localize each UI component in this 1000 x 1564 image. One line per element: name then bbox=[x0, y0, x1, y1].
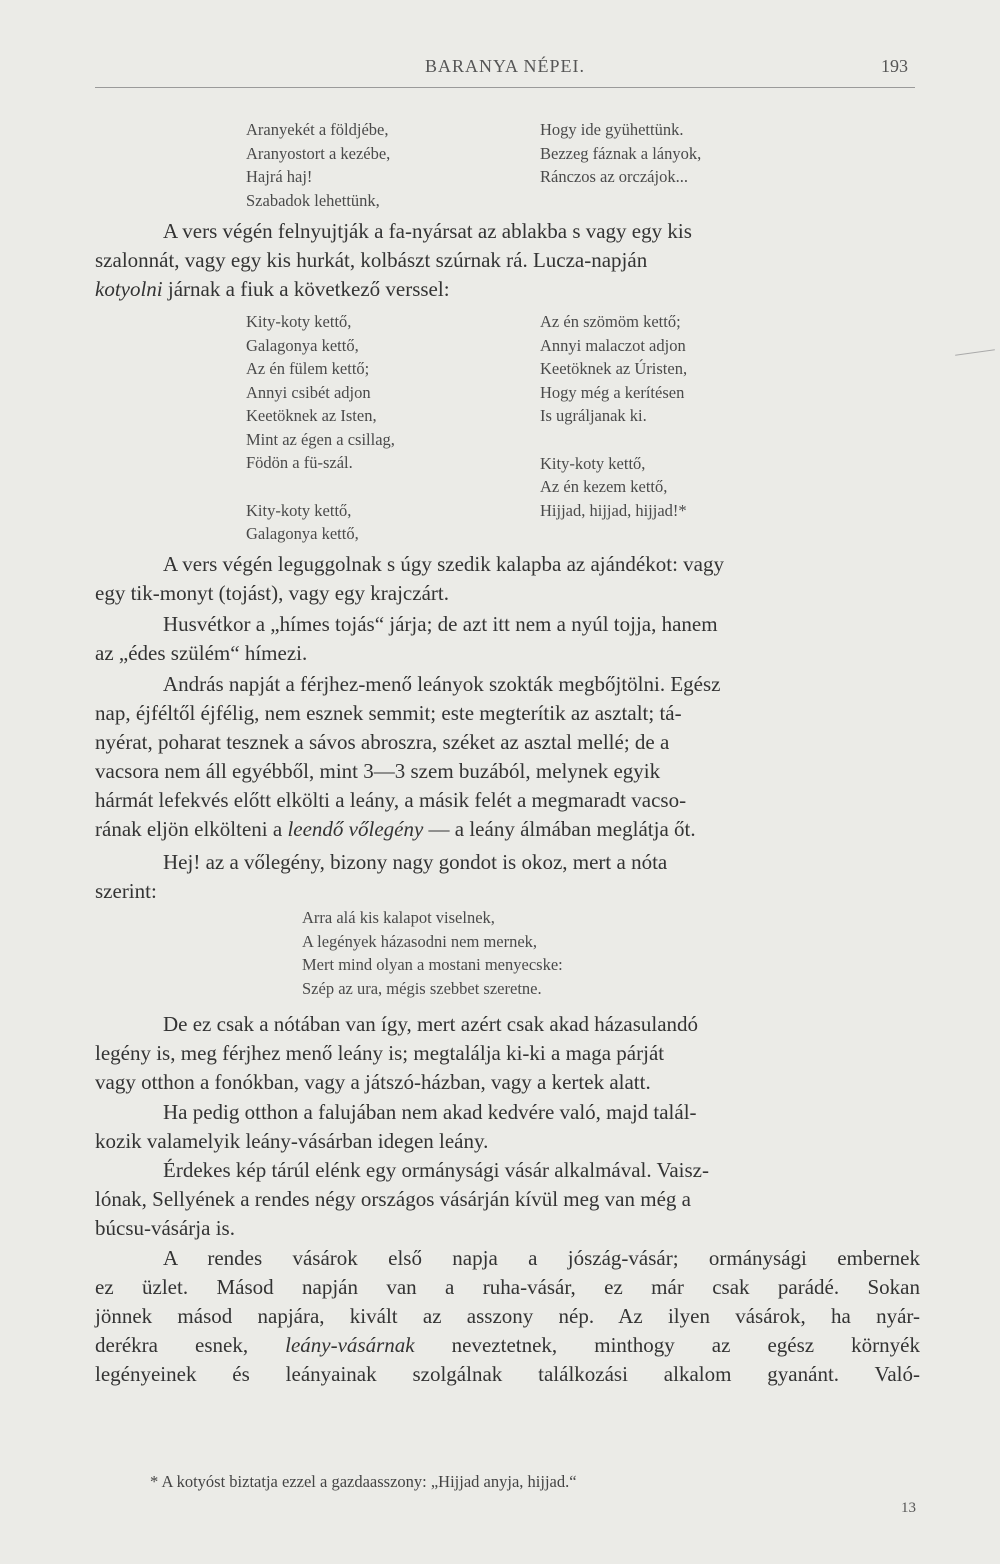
text-line: nyérat, poharat tesznek a sávos abroszra, széket az asztal mellé; de a bbox=[95, 730, 670, 754]
poem3 bbox=[302, 906, 563, 1000]
poem-line: Hogy még a kerítésen bbox=[540, 382, 685, 402]
text-line: A rendes vásárok első napja a jószág-vásár; ormánysági embernek bbox=[163, 1246, 920, 1270]
page-number: 193 bbox=[881, 56, 908, 76]
paragraph-4 bbox=[95, 670, 920, 844]
italic-word: kotyolni bbox=[95, 277, 163, 301]
poem-line: Keetöknek az Isten, bbox=[246, 406, 377, 425]
text-line: jönnek másod napjára, kivált az asszony nép. Az ilyen vásárok, ha nyár- bbox=[95, 1304, 920, 1328]
poem2-left-column bbox=[246, 310, 395, 546]
text-line: búcsu-vásárja is. bbox=[95, 1216, 235, 1240]
text-line: De ez csak a nótában van így, mert azért csak akad házasulandó bbox=[163, 1012, 699, 1036]
poem1-right-column bbox=[540, 118, 701, 189]
poem-line: Mint az égen a csillag, bbox=[246, 429, 395, 449]
poem-line: Hajrá haj! bbox=[246, 167, 313, 186]
paragraph-8 bbox=[95, 1156, 920, 1243]
text-fragment: — a leány álmában meglátja őt. bbox=[423, 817, 696, 841]
text-line bbox=[95, 275, 920, 304]
paragraph-5 bbox=[95, 848, 920, 906]
text-line: Érdekes kép tárúl elénk egy ormánysági vásár alkalmával. Vaisz- bbox=[163, 1158, 709, 1182]
margin-mark bbox=[955, 349, 995, 356]
poem-line: Szép az ura, mégis szebbet szeretne. bbox=[302, 978, 542, 998]
text-fragment: járnak a fiuk a következő verssel: bbox=[162, 277, 450, 301]
paragraph-3 bbox=[95, 610, 920, 668]
poem-line: Hogy ide gyühettünk. bbox=[540, 120, 684, 139]
poem-line: Ránczos az orczájok... bbox=[540, 167, 688, 186]
poem-line: Az én fülem kettő; bbox=[246, 359, 370, 378]
text-fragment: neveztetnek, minthogy az egész környék bbox=[414, 1333, 920, 1357]
poem-line: Kity-koty kettő, bbox=[540, 453, 646, 473]
text-line: legényeinek és leányainak szolgálnak találkozási alkalom gyanánt. Való- bbox=[95, 1362, 920, 1386]
text-line: Hej! az a vőlegény, bizony nagy gondot is okoz, mert a nóta bbox=[163, 850, 668, 874]
poem-line: Is ugráljanak ki. bbox=[540, 406, 647, 425]
text-fragment: derékra esnek, bbox=[95, 1333, 286, 1357]
poem-line: Keetöknek az Úristen, bbox=[540, 359, 688, 378]
poem-line: Annyi malaczot adjon bbox=[540, 335, 686, 355]
poem-line: Bezzeg fáznak a lányok, bbox=[540, 143, 702, 163]
text-line bbox=[95, 815, 920, 844]
text-line: szalonnát, vagy egy kis hurkát, kolbászt szúrnak rá. Lucza-napján bbox=[95, 248, 648, 272]
printer-signature: 13 bbox=[901, 1500, 916, 1516]
text-line: vagy otthon a fonókban, vagy a játszó-házban, vagy a kertek alatt. bbox=[95, 1070, 651, 1094]
text-line: ez üzlet. Másod napján van a ruha-vásár, ez már csak parádé. Sokan bbox=[95, 1275, 920, 1299]
text-line: egy tik-monyt (tojást), vagy egy krajczárt. bbox=[95, 581, 449, 605]
poem-line: Az én szömöm kettő; bbox=[540, 312, 681, 331]
paragraph-9 bbox=[95, 1244, 920, 1389]
poem-line: Arra alá kis kalapot viselnek, bbox=[302, 908, 495, 927]
text-line: A vers végén leguggolnak s úgy szedik kalapba az ajándékot: vagy bbox=[163, 552, 724, 576]
poem-line: Mert mind olyan a mostani menyecske: bbox=[302, 955, 563, 974]
text-line: szerint: bbox=[95, 879, 157, 903]
paragraph-1 bbox=[95, 217, 920, 304]
text-line: lónak, Sellyének a rendes négy országos vásárján kívül meg van még a bbox=[95, 1187, 691, 1211]
poem2-right-column bbox=[540, 310, 687, 522]
poem-line: Aranyostort a kezébe, bbox=[246, 143, 391, 163]
poem-line: Hijjad, hijjad, hijjad!* bbox=[540, 500, 687, 520]
text-line bbox=[95, 1331, 920, 1360]
text-line: Husvétkor a „hímes tojás“ járja; de azt itt nem a nyúl tojja, hanem bbox=[163, 612, 718, 636]
poem1-left-column bbox=[246, 118, 390, 212]
poem-line: Galagonya kettő, bbox=[246, 524, 359, 543]
text-line: nap, éjféltől éjfélig, nem esznek semmit; este megterítik az asztalt; tá- bbox=[95, 701, 682, 725]
running-head: BARANYA NÉPEI. bbox=[424, 56, 585, 76]
italic-phrase: leendő vőlegény bbox=[287, 817, 424, 841]
text-line: az „édes szülém“ hímezi. bbox=[95, 641, 308, 665]
text-line: Ha pedig otthon a falujában nem akad kedvére való, majd talál- bbox=[163, 1100, 697, 1124]
poem-line: Födön a fü-szál. bbox=[246, 453, 353, 472]
header-rule bbox=[95, 87, 915, 88]
text-fragment: rának eljön elkölteni a bbox=[95, 817, 288, 841]
italic-phrase: leány-vásárnak bbox=[285, 1333, 415, 1357]
page-header bbox=[90, 56, 920, 86]
text-line: A vers végén felnyujtják a fa-nyársat az ablakba s vagy egy kis bbox=[163, 219, 692, 243]
poem-line: Az én kezem kettő, bbox=[540, 477, 668, 496]
poem-line: Kity-koty kettő, bbox=[246, 312, 352, 331]
paragraph-6 bbox=[95, 1010, 920, 1097]
text-line: hármát lefekvés előtt elkölti a leány, a másik felét a megmaradt vacso- bbox=[95, 788, 687, 812]
text-line: kozik valamelyik leány-vásárban idegen leány. bbox=[95, 1129, 489, 1153]
text-line: vacsora nem áll egyébből, mint 3—3 szem buzából, melynek egyik bbox=[95, 759, 661, 783]
poem-line: Szabadok lehettünk, bbox=[246, 190, 380, 210]
text-line: András napját a férjhez-menő leányok szokták megbőjtölni. Egész bbox=[163, 672, 721, 696]
paragraph-2 bbox=[95, 550, 920, 608]
footnote: * A kotyóst biztatja ezzel a gazdaasszony: „Hijjad anyja, hijjad.“ bbox=[150, 1472, 577, 1491]
poem-line: Aranyekét a földjébe, bbox=[246, 120, 389, 139]
text-line: legény is, meg férjhez menő leány is; megtalálja ki-ki a maga párját bbox=[95, 1041, 665, 1065]
poem-line: A legények házasodni nem mernek, bbox=[302, 931, 538, 951]
paragraph-7 bbox=[95, 1098, 920, 1156]
poem-line: Annyi csibét adjon bbox=[246, 382, 371, 402]
poem-line: Kity-koty kettő, bbox=[246, 500, 352, 520]
poem-line: Galagonya kettő, bbox=[246, 335, 359, 355]
